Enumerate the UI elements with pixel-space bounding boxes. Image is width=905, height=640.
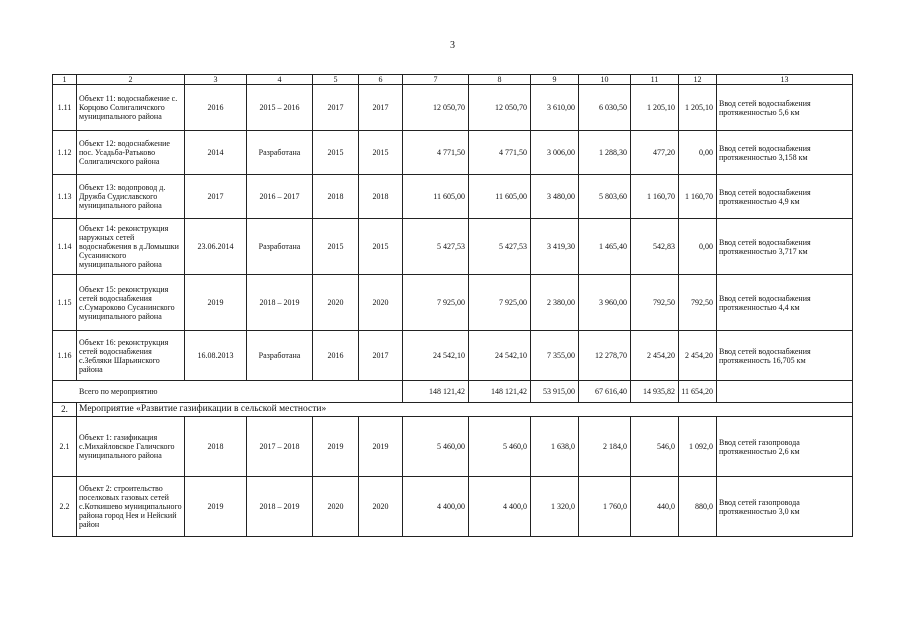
row-number: 1.15 xyxy=(53,275,77,331)
total-label: Всего по мероприятию xyxy=(53,381,403,403)
cell-c10: 1 465,40 xyxy=(579,219,631,275)
object-name: Объект 2: строительство поселковых газовых сетей с.Коткишево муниципального района город Нея и Нейский район xyxy=(77,477,185,537)
cell-col-5: 2017 xyxy=(313,85,359,131)
row-number: 1.13 xyxy=(53,175,77,219)
total-row xyxy=(53,381,853,403)
cell-c9: 3 610,00 xyxy=(531,85,579,131)
cell-c8: 5 427,53 xyxy=(469,219,531,275)
cell-col-6: 2015 xyxy=(359,219,403,275)
header-row xyxy=(53,75,853,85)
cell-c7: 4 400,00 xyxy=(403,477,469,537)
cell-col-3: 23.06.2014 xyxy=(185,219,247,275)
cell-c10: 3 960,00 xyxy=(579,275,631,331)
object-name: Объект 11: водоснабжение с. Корцово Солигаличского муниципального района xyxy=(77,85,185,131)
row-number: 1.12 xyxy=(53,131,77,175)
cell-col-5: 2015 xyxy=(313,219,359,275)
total-empty-cell xyxy=(717,381,853,403)
cell-c7: 7 925,00 xyxy=(403,275,469,331)
cell-col-3: 2016 xyxy=(185,85,247,131)
header-cell: 1 xyxy=(53,75,77,85)
cell-col-4: 2018 – 2019 xyxy=(247,275,313,331)
cell-c9: 3 480,00 xyxy=(531,175,579,219)
cell-col-6: 2020 xyxy=(359,477,403,537)
header-cell: 3 xyxy=(185,75,247,85)
cell-col-3: 2018 xyxy=(185,417,247,477)
cell-c12: 1 205,10 xyxy=(679,85,717,131)
cell-c9: 3 419,30 xyxy=(531,219,579,275)
table-row xyxy=(53,417,853,477)
cell-c12: 880,0 xyxy=(679,477,717,537)
row-number: 2.1 xyxy=(53,417,77,477)
header-cell: 6 xyxy=(359,75,403,85)
header-cell: 2 xyxy=(77,75,185,85)
table-row xyxy=(53,219,853,275)
cell-c7: 4 771,50 xyxy=(403,131,469,175)
table-row xyxy=(53,131,853,175)
row-number: 1.14 xyxy=(53,219,77,275)
cell-c11: 546,0 xyxy=(631,417,679,477)
cell-c8: 11 605,00 xyxy=(469,175,531,219)
cell-c7: 24 542,10 xyxy=(403,331,469,381)
cell-c7: 5 460,00 xyxy=(403,417,469,477)
cell-c10: 1 288,30 xyxy=(579,131,631,175)
cell-col-5: 2016 xyxy=(313,331,359,381)
header-cell: 4 xyxy=(247,75,313,85)
cell-col-5: 2018 xyxy=(313,175,359,219)
cell-col-5: 2020 xyxy=(313,275,359,331)
cell-c8: 24 542,10 xyxy=(469,331,531,381)
total-c8: 148 121,42 xyxy=(469,381,531,403)
cell-c9: 3 006,00 xyxy=(531,131,579,175)
object-name: Объект 15: реконструкция сетей водоснабжения с.Сумароково Сусанинского муниципального района xyxy=(77,275,185,331)
object-note: Ввод сетей водоснабжения протяженностью 3,717 км xyxy=(717,219,853,275)
cell-c11: 2 454,20 xyxy=(631,331,679,381)
cell-col-6: 2017 xyxy=(359,331,403,381)
row-number: 1.16 xyxy=(53,331,77,381)
cell-col-5: 2019 xyxy=(313,417,359,477)
section-number: 2. xyxy=(53,403,77,417)
row-number: 1.11 xyxy=(53,85,77,131)
cell-c7: 12 050,70 xyxy=(403,85,469,131)
header-cell: 5 xyxy=(313,75,359,85)
table-row xyxy=(53,275,853,331)
object-note: Ввод сетей водоснабжения протяженность 16,705 км xyxy=(717,331,853,381)
section-title: Мероприятие «Развитие газификации в сельской местности» xyxy=(77,403,853,417)
cell-c10: 12 278,70 xyxy=(579,331,631,381)
cell-col-5: 2015 xyxy=(313,131,359,175)
cell-c10: 5 803,60 xyxy=(579,175,631,219)
cell-c8: 5 460,0 xyxy=(469,417,531,477)
total-c10: 67 616,40 xyxy=(579,381,631,403)
cell-col-6: 2017 xyxy=(359,85,403,131)
cell-c9: 2 380,00 xyxy=(531,275,579,331)
table-row xyxy=(53,331,853,381)
cell-c10: 1 760,0 xyxy=(579,477,631,537)
cell-c8: 4 400,0 xyxy=(469,477,531,537)
object-note: Ввод сетей газопровода протяженностью 3,0 км xyxy=(717,477,853,537)
cell-col-6: 2015 xyxy=(359,131,403,175)
cell-c12: 792,50 xyxy=(679,275,717,331)
cell-c11: 440,0 xyxy=(631,477,679,537)
cell-c12: 0,00 xyxy=(679,131,717,175)
cell-c8: 4 771,50 xyxy=(469,131,531,175)
row-number: 2.2 xyxy=(53,477,77,537)
object-note: Ввод сетей водоснабжения протяженностью 4,4 км xyxy=(717,275,853,331)
cell-col-4: 2017 – 2018 xyxy=(247,417,313,477)
cell-c9: 7 355,00 xyxy=(531,331,579,381)
cell-c8: 12 050,70 xyxy=(469,85,531,131)
header-cell: 12 xyxy=(679,75,717,85)
header-cell: 11 xyxy=(631,75,679,85)
cell-col-3: 2014 xyxy=(185,131,247,175)
cell-col-4: Разработана xyxy=(247,131,313,175)
cell-c11: 1 205,10 xyxy=(631,85,679,131)
cell-col-3: 2019 xyxy=(185,477,247,537)
total-c11: 14 935,82 xyxy=(631,381,679,403)
cell-c8: 7 925,00 xyxy=(469,275,531,331)
cell-col-4: Разработана xyxy=(247,331,313,381)
cell-col-6: 2018 xyxy=(359,175,403,219)
cell-col-3: 2017 xyxy=(185,175,247,219)
object-name: Объект 1: газификация с.Михайловское Галичского муниципального района xyxy=(77,417,185,477)
header-cell: 9 xyxy=(531,75,579,85)
object-name: Объект 12: водоснабжение пос. Усадьба-Ратьково Солигаличского района xyxy=(77,131,185,175)
cell-col-4: 2015 – 2016 xyxy=(247,85,313,131)
cell-c12: 0,00 xyxy=(679,219,717,275)
cell-col-6: 2020 xyxy=(359,275,403,331)
table-row xyxy=(53,175,853,219)
cell-c12: 1 160,70 xyxy=(679,175,717,219)
section-row xyxy=(53,403,853,417)
cell-c12: 2 454,20 xyxy=(679,331,717,381)
header-cell: 7 xyxy=(403,75,469,85)
cell-col-6: 2019 xyxy=(359,417,403,477)
cell-c7: 5 427,53 xyxy=(403,219,469,275)
object-note: Ввод сетей водоснабжения протяженностью 3,158 км xyxy=(717,131,853,175)
cell-c9: 1 638,0 xyxy=(531,417,579,477)
cell-col-4: 2016 – 2017 xyxy=(247,175,313,219)
cell-c11: 542,83 xyxy=(631,219,679,275)
cell-c7: 11 605,00 xyxy=(403,175,469,219)
table-row xyxy=(53,477,853,537)
object-note: Ввод сетей газопровода протяженностью 2,6 км xyxy=(717,417,853,477)
total-c12: 11 654,20 xyxy=(679,381,717,403)
cell-c9: 1 320,0 xyxy=(531,477,579,537)
cell-c11: 477,20 xyxy=(631,131,679,175)
cell-c11: 792,50 xyxy=(631,275,679,331)
cell-c11: 1 160,70 xyxy=(631,175,679,219)
object-name: Объект 16: реконструкция сетей водоснабжения с.Зебляки Шарьинского района xyxy=(77,331,185,381)
cell-col-3: 2019 xyxy=(185,275,247,331)
cell-col-5: 2020 xyxy=(313,477,359,537)
table-row xyxy=(53,85,853,131)
cell-c10: 6 030,50 xyxy=(579,85,631,131)
cell-col-4: Разработана xyxy=(247,219,313,275)
header-cell: 10 xyxy=(579,75,631,85)
program-table xyxy=(52,74,853,537)
object-note: Ввод сетей водоснабжения протяженностью 4,9 км xyxy=(717,175,853,219)
object-note: Ввод сетей водоснабжения протяженностью 5,6 км xyxy=(717,85,853,131)
cell-col-3: 16.08.2013 xyxy=(185,331,247,381)
page-number: 3 xyxy=(450,40,455,51)
cell-col-4: 2018 – 2019 xyxy=(247,477,313,537)
object-name: Объект 13: водопровод д. Дружба Судиславского муниципального района xyxy=(77,175,185,219)
total-c7: 148 121,42 xyxy=(403,381,469,403)
header-cell: 13 xyxy=(717,75,853,85)
cell-c10: 2 184,0 xyxy=(579,417,631,477)
cell-c12: 1 092,0 xyxy=(679,417,717,477)
header-cell: 8 xyxy=(469,75,531,85)
object-name: Объект 14: реконструкция наружных сетей водоснабжения в д.Ломышки Сусанинского муниципального района xyxy=(77,219,185,275)
total-c9: 53 915,00 xyxy=(531,381,579,403)
